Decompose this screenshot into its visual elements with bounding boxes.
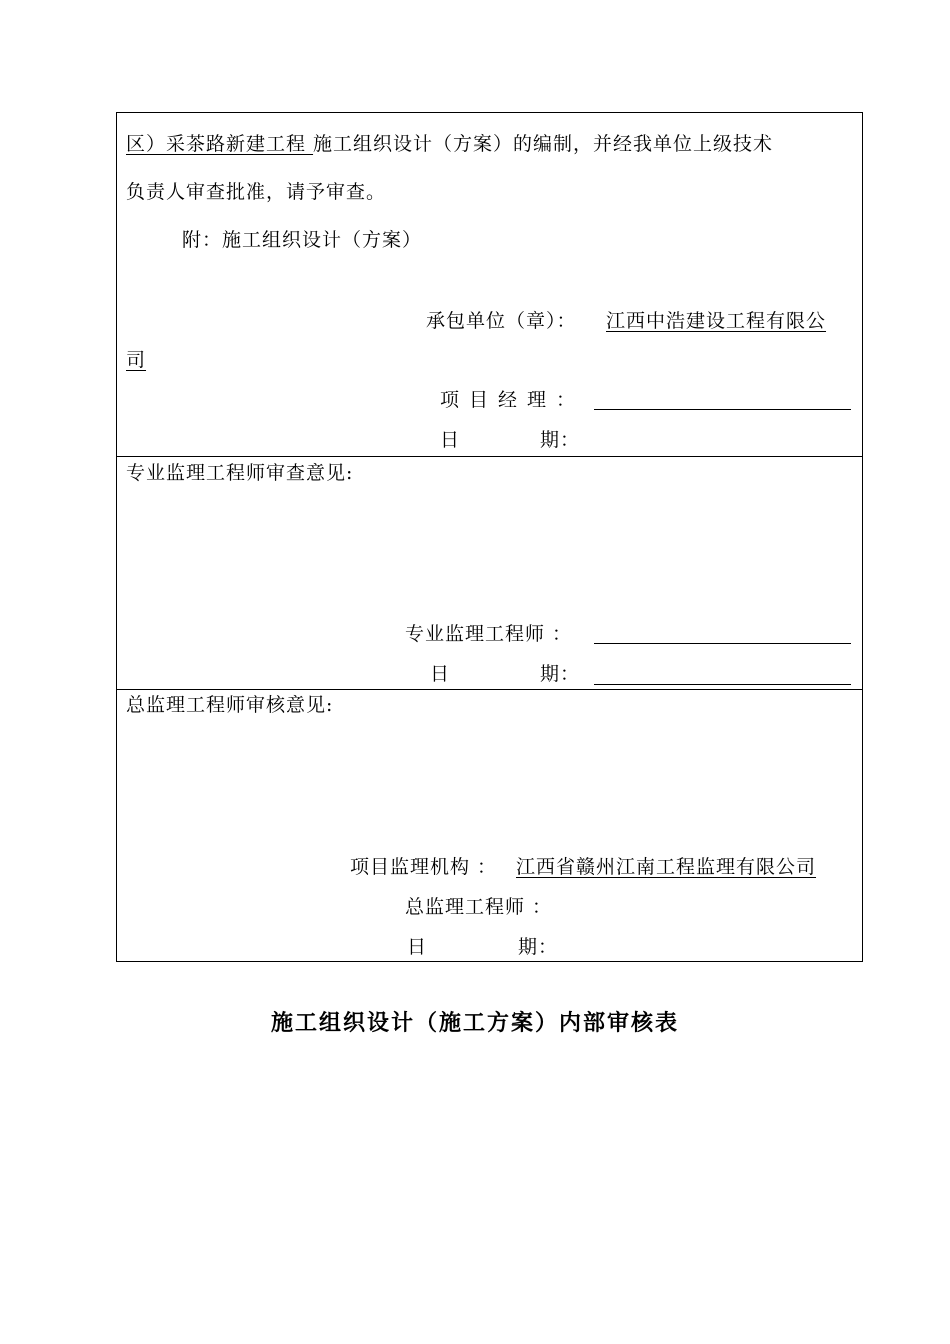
- intro-text: 施工组织设计（方案）的编制，并经我单位上级技术: [313, 133, 774, 155]
- date-label-day: 日: [440, 429, 461, 451]
- chief-engineer-label: 总监理工程师 ：: [405, 896, 553, 918]
- engineer-date-line[interactable]: [594, 684, 851, 685]
- engineer-signature-line[interactable]: [594, 643, 851, 644]
- intro-paragraph-line2: 负责人审查批准，请予审查。: [126, 181, 387, 203]
- agency-name: 江西省赣州江南工程监理有限公司: [516, 856, 817, 878]
- project-manager-label: 项目经理：: [440, 389, 586, 411]
- date-label-day: 日: [430, 663, 451, 685]
- project-name: 区）采茶路新建工程: [126, 133, 314, 155]
- contractor-label: 承包单位（章）：: [426, 310, 577, 332]
- section-divider-2: [116, 689, 863, 690]
- engineer-label: 专业监理工程师 ：: [405, 623, 573, 645]
- date-label-period: 期：: [540, 429, 581, 451]
- intro-paragraph-line1: [126, 132, 773, 156]
- engineer-review-heading: 专业监理工程师审查意见:: [126, 462, 354, 484]
- attachment-note: 附：施工组织设计（方案）: [182, 229, 423, 251]
- page-title: 施工组织设计（施工方案）内部审核表: [270, 1010, 679, 1036]
- date-label-period: 期：: [540, 663, 581, 685]
- project-manager-signature-line[interactable]: [594, 409, 851, 410]
- agency-label: 项目监理机构 ：: [350, 856, 498, 878]
- date-label-period: 期：: [518, 936, 559, 958]
- chief-review-heading: 总监理工程师审核意见:: [126, 694, 334, 716]
- contractor-name-continued: 司: [126, 349, 147, 371]
- date-label-day: 日: [407, 936, 428, 958]
- section-divider-1: [116, 456, 863, 457]
- contractor-name: 江西中浩建设工程有限公: [606, 310, 827, 332]
